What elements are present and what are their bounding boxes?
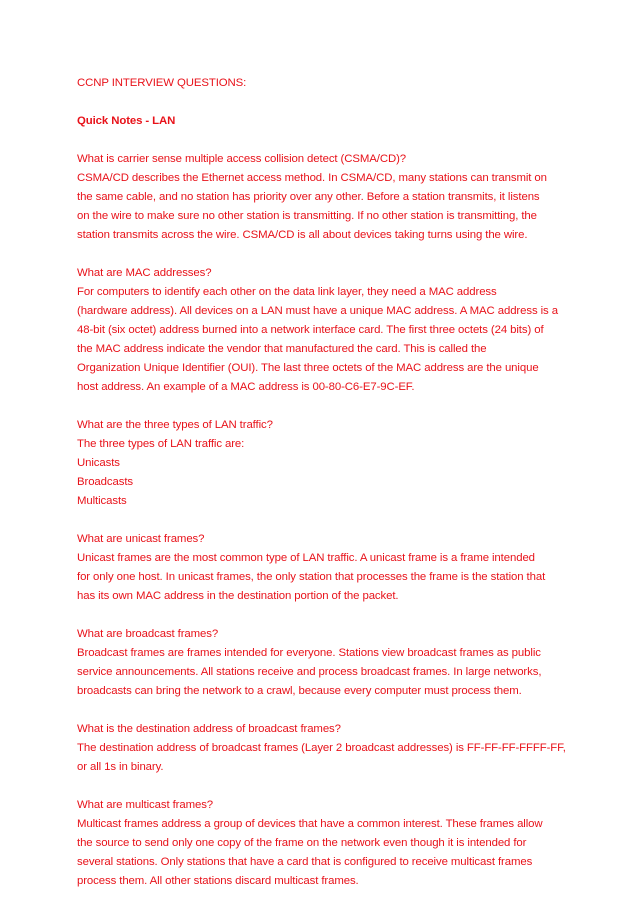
answer-line: Broadcast frames are frames intended for everyone. Stations view broadcast frames as public <box>77 647 541 659</box>
answer-line: host address. An example of a MAC address is 00-80-C6-E7-9C-EF. <box>77 381 415 393</box>
answer-line: the source to send only one copy of the frame on the network even though it is intended for <box>77 837 527 849</box>
question-text: What are multicast frames? <box>77 799 214 811</box>
question-text: What are broadcast frames? <box>77 628 219 640</box>
answer-line: or all 1s in binary. <box>77 761 164 773</box>
answer-line: the same cable, and no station has priority over any other. Before a station transmits, it listens <box>77 191 540 203</box>
qa-section <box>77 796 573 891</box>
document-subtitle: Quick Notes - LAN <box>77 115 176 127</box>
question-text: What are unicast frames? <box>77 533 205 545</box>
answer-line: several stations. Only stations that have a card that is configured to receive multicast frames <box>77 856 533 868</box>
question-text: What are MAC addresses? <box>77 267 212 279</box>
qa-section <box>77 530 573 606</box>
answer-line: Broadcasts <box>77 476 133 488</box>
answer-line: For computers to identify each other on the data link layer, they need a MAC address <box>77 286 497 298</box>
qa-section <box>77 264 573 397</box>
answer-line: Multicast frames address a group of devices that have a common interest. These frames allow <box>77 818 543 830</box>
qa-section <box>77 150 573 245</box>
question-text: What is the destination address of broadcast frames? <box>77 723 341 735</box>
answer-line: Organization Unique Identifier (OUI). The last three octets of the MAC address are the unique <box>77 362 539 374</box>
answer-line: Unicast frames are the most common type of LAN traffic. A unicast frame is a frame intended <box>77 552 535 564</box>
answer-line: The three types of LAN traffic are: <box>77 438 245 450</box>
answer-line: process them. All other stations discard multicast frames. <box>77 875 359 887</box>
document-header <box>77 74 573 93</box>
qa-section <box>77 625 573 701</box>
answer-line: the MAC address indicate the vendor that manufactured the card. This is called the <box>77 343 487 355</box>
qa-sections <box>77 150 573 891</box>
answer-line: Unicasts <box>77 457 120 469</box>
answer-line: service announcements. All stations receive and process broadcast frames. In large networks, <box>77 666 542 678</box>
answer-line: 48-bit (six octet) address burned into a network interface card. The first three octets (24 bits) of <box>77 324 544 336</box>
document-title: CCNP INTERVIEW QUESTIONS: <box>77 77 247 89</box>
answer-line: (hardware address). All devices on a LAN must have a unique MAC address. A MAC address is a <box>77 305 558 317</box>
question-text: What is carrier sense multiple access collision detect (CSMA/CD)? <box>77 153 406 165</box>
question-text: What are the three types of LAN traffic? <box>77 419 273 431</box>
answer-line: The destination address of broadcast frames (Layer 2 broadcast addresses) is FF-FF-FF-FFFF-FF, <box>77 742 566 754</box>
document-body <box>77 74 573 910</box>
answer-line: on the wire to make sure no other station is transmitting. If no other station is transmitting, the <box>77 210 537 222</box>
answer-line: station transmits across the wire. CSMA/CD is all about devices taking turns using the wire. <box>77 229 528 241</box>
answer-line: broadcasts can bring the network to a crawl, because every computer must process them. <box>77 685 522 697</box>
document-subtitle-block <box>77 112 573 131</box>
answer-line: Multicasts <box>77 495 127 507</box>
qa-section <box>77 720 573 777</box>
qa-section <box>77 416 573 511</box>
answer-line: for only one host. In unicast frames, the only station that processes the frame is the station that <box>77 571 546 583</box>
answer-line: CSMA/CD describes the Ethernet access method. In CSMA/CD, many stations can transmit on <box>77 172 547 184</box>
answer-line: has its own MAC address in the destination portion of the packet. <box>77 590 399 602</box>
